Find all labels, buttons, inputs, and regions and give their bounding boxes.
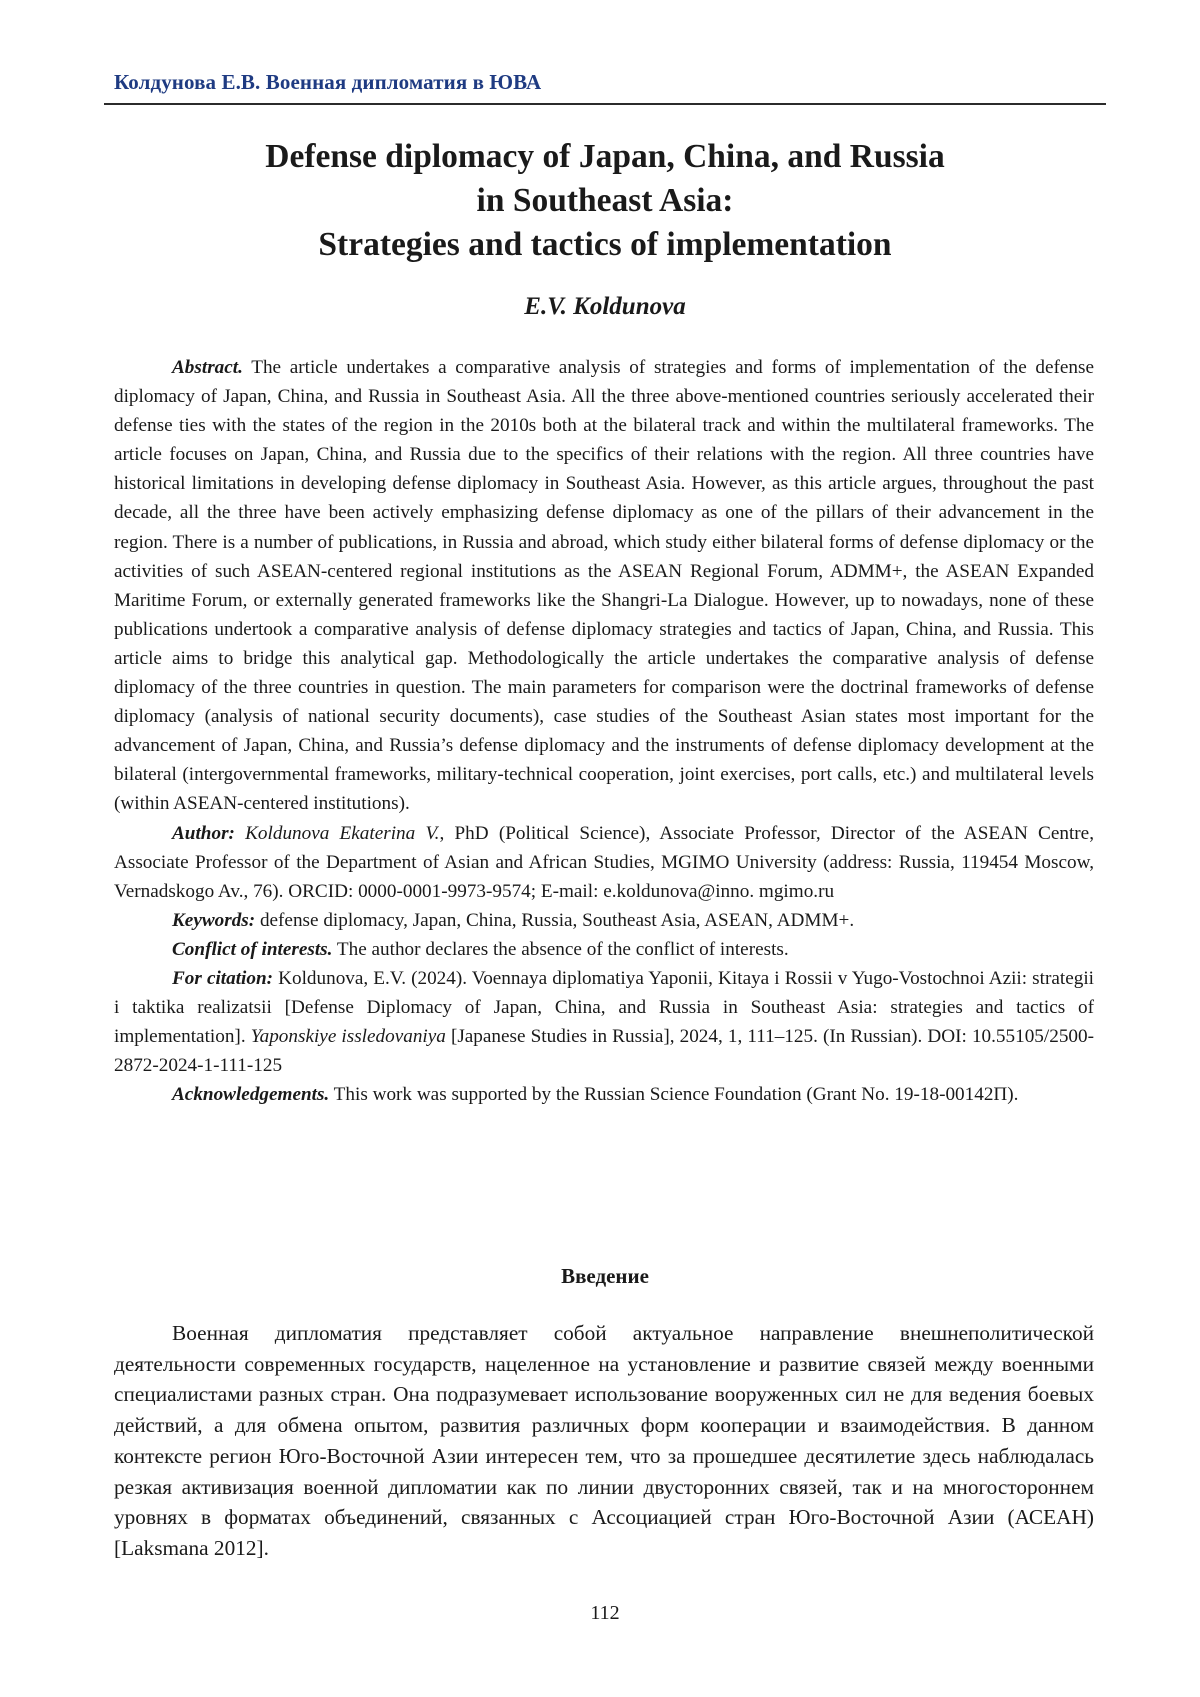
author-info-paragraph <box>114 819 1094 906</box>
conflict-paragraph <box>114 935 1094 964</box>
author-info-label: Author: <box>172 822 235 844</box>
citation-journal: Yaponskiye issledovaniya <box>250 1026 446 1048</box>
citation-text-after: [Japanese Studies in Russia], 2024, 1, 111–125. (In Russian). DOI: 10.55105/2500-2872-2024-1-111-125 <box>114 1026 1094 1077</box>
conflict-label: Conflict of interests. <box>172 938 333 960</box>
running-head: Колдунова Е.В. Военная дипломатия в ЮВА <box>114 70 542 94</box>
article-front-matter <box>114 353 1094 1109</box>
keywords-text: defense diplomacy, Japan, China, Russia, Southeast Asia, ASEAN, ADMM+. <box>255 909 855 931</box>
title-line: Defense diplomacy of Japan, China, and Russia <box>265 138 945 175</box>
keywords-label: Keywords: <box>172 909 256 931</box>
acknowledgements-text: This work was supported by the Russian Science Foundation (Grant No. 19-18-00142П). <box>329 1084 1019 1106</box>
acknowledgements-paragraph <box>114 1080 1094 1109</box>
author-info-name: Koldunova Ekaterina V. <box>234 822 440 844</box>
keywords-paragraph <box>114 906 1094 935</box>
article-title <box>104 135 1106 267</box>
abstract-label: Abstract. <box>172 357 243 378</box>
title-line: in Southeast Asia: <box>476 182 734 219</box>
conflict-text: The author declares the absence of the conflict of interests. <box>332 938 789 960</box>
introduction-paragraph: Военная дипломатия представляет собой актуальное направление внешнеполитической деятельности современных государств, нацеленное на установление и развитие связей между военными специалистами разных стран. Она подразумевает использование вооруженных сил не для ведения боевых действий, а для обмена опытом, развития различных форм кооперации и взаимодействия. В данном контексте регион Юго-Восточной Азии интересен тем, что за прошедшее десятилетие здесь наблюдалась резкая активизация военной дипломатии как по линии двусторонних связей, так и на многостороннем уровнях в форматах объединений, связанных с Ассоциацией стран Юго-Восточной Азии (АСЕАН) [Laksmana 2012]. <box>114 1321 1094 1560</box>
abstract-text: The article undertakes a comparative analysis of strategies and forms of implementation of the defense diplomacy of Japan, China, and Russia in Southeast Asia. All the three above-mentioned countries seriously accelerated their defense ties with the states of the region in the 2010s both at the bilateral track and within the multilateral frameworks. The article focuses on Japan, China, and Russia due to the specifics of their relations with the region. All three countries have historical limitations in developing defense diplomacy in Southeast Asia. However, as this article argues, throughout the past decade, all the three have been actively emphasizing defense diplomacy as one of the pillars of their advancement in the region. There is a number of publications, in Russia and abroad, which study either bilateral forms of defense diplomacy or the activities of such ASEAN-centered regional institutions as the ASEAN Regional Forum, ADMM+, the ASEAN Expanded Maritime Forum, or externally generated frameworks like the Shangri-La Dialogue. However, up to nowadays, none of these publications undertook a comparative analysis of defense diplomacy strategies and tactics of Japan, China, and Russia. This article aims to bridge this analytical gap. Methodologically the article undertakes the comparative analysis of defense diplomacy of the three countries in question. The main parameters for comparison were the doctrinal frameworks of defense diplomacy (analysis of national security documents), case studies of the Southeast Asian states most important for the advancement of Japan, China, and Russia’s defense diplomacy and the instruments of defense diplomacy development at the bilateral (intergovernmental frameworks, military-technical cooperation, joint exercises, port calls, etc.) and multilateral levels (within ASEAN-centered institutions). <box>114 357 1094 815</box>
acknowledgements-label: Acknowledgements. <box>172 1084 330 1106</box>
author-info-text: , PhD (Political Science), Associate Professor, Director of the ASEAN Centre, Associate Professor of the Department of Asian and African Studies, MGIMO University (address: Russia, 119454 Moscow, Vernadskogo Av., 76). ORCID: 0000-0001-9973-9574; E-mail: e.koldunova@inno. mgimo.ru <box>114 822 1094 902</box>
citation-paragraph <box>114 964 1094 1080</box>
article-author: E.V. Koldunova <box>524 293 686 320</box>
citation-label: For citation: <box>172 967 274 989</box>
section-heading-introduction: Введение <box>561 1264 649 1288</box>
title-line: Strategies and tactics of implementation <box>318 226 892 263</box>
citation-text-before: Koldunova, E.V. (2024). Voennaya diplomatiya Yaponii, Kitaya i Rossii v Yugo-Vostochnoi Azii: strategii i taktika realizatsii [Defense Diplomacy of Japan, China, and Russia in Southeast Asia: strategies and tactics of implementation]. <box>114 967 1094 1048</box>
abstract-paragraph <box>114 353 1094 819</box>
page-number: 112 <box>590 1602 620 1624</box>
header-rule <box>104 103 1106 105</box>
